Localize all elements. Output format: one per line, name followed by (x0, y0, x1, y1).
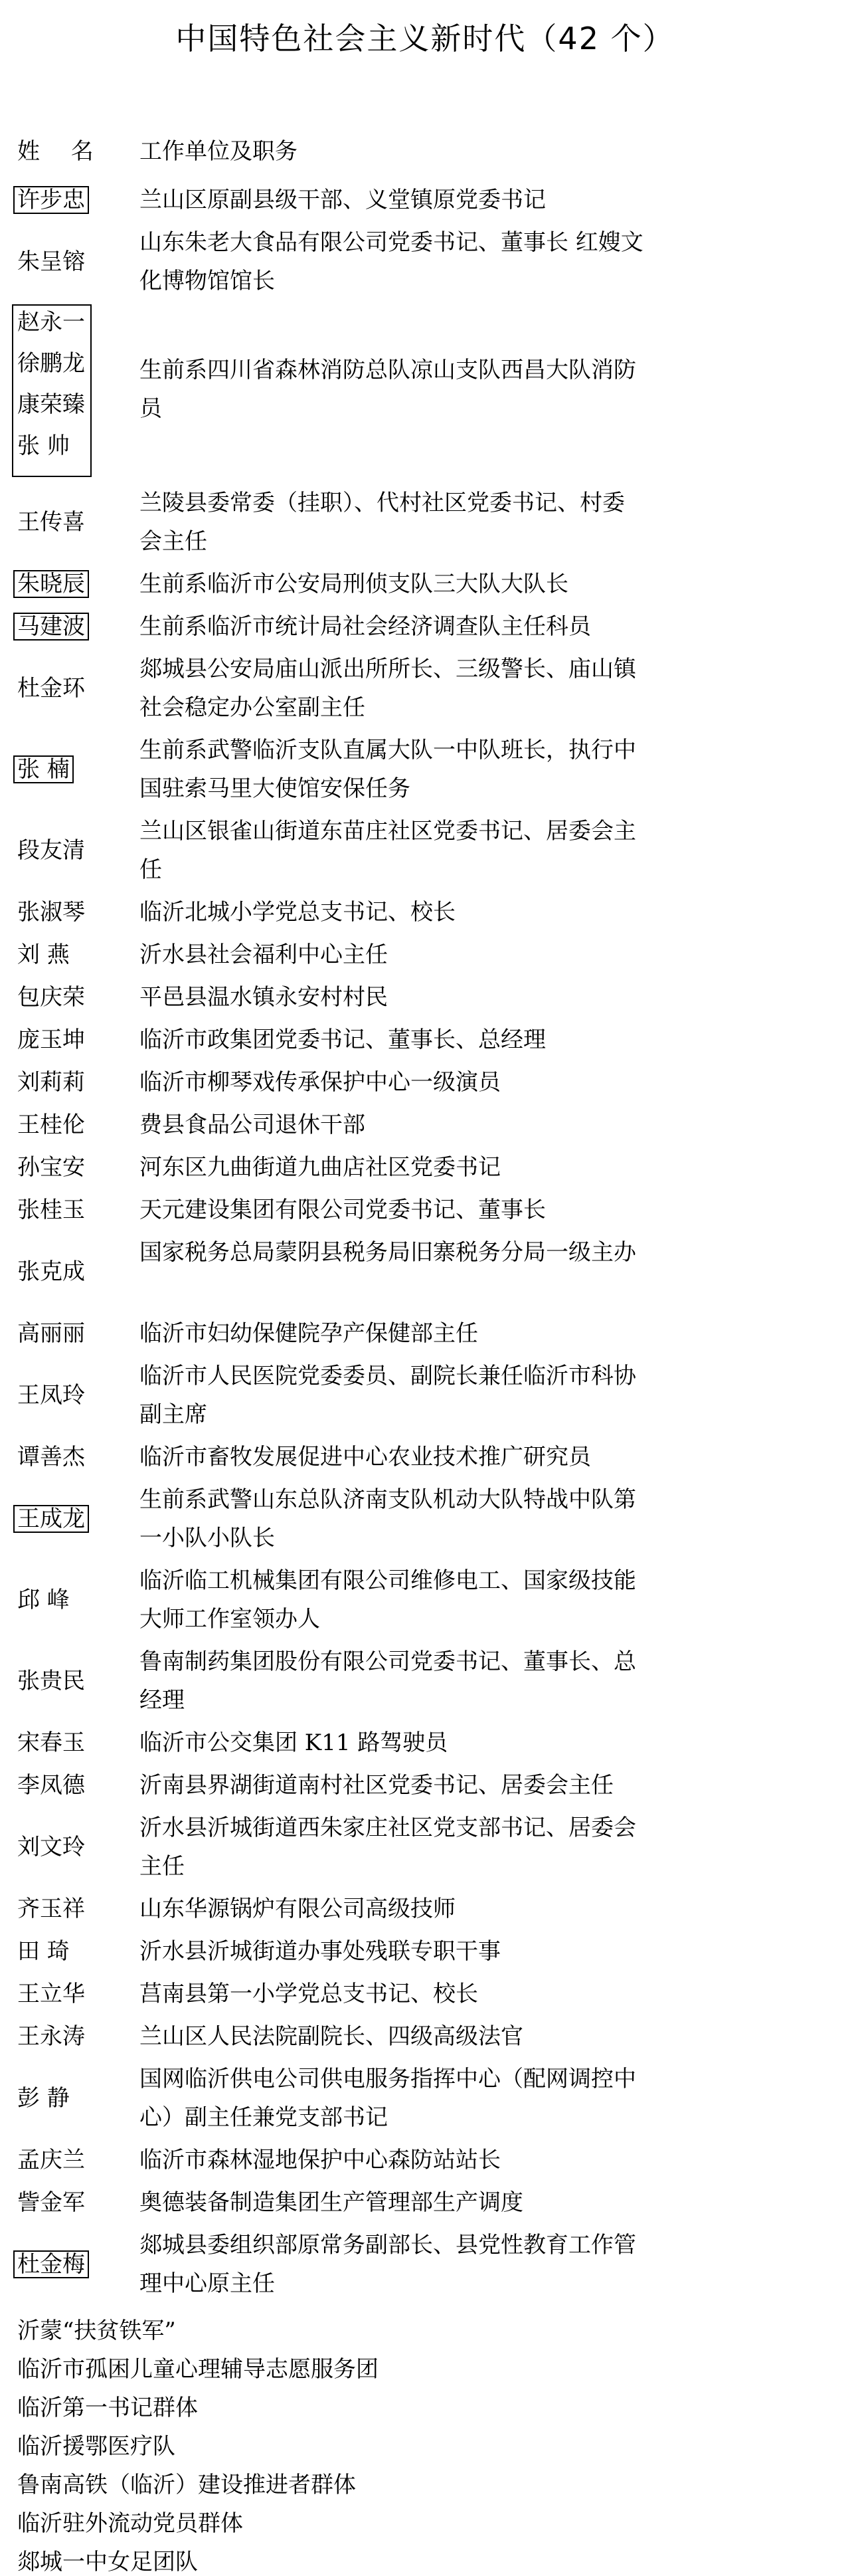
honoree-name: 孙宝安 (17, 1154, 85, 1181)
honoree-name: 高丽丽 (17, 1320, 85, 1347)
honoree-row (0, 1314, 850, 1353)
honoree-row (0, 484, 850, 561)
honoree-name: 段友清 (17, 837, 85, 864)
honoree-name: 彭 静 (17, 2085, 70, 2112)
name-column-header: 姓 名 (17, 138, 106, 165)
honoree-role: 山东朱老大食品有限公司党委书记、董事长 红嫂文化博物馆馆长 (139, 229, 643, 294)
honoree-role: 沂南县界湖街道南村社区党委书记、居委会主任 (139, 1772, 614, 1799)
role-column-header: 工作单位及职务 (139, 138, 298, 165)
honoree-name: 李凤德 (17, 1772, 85, 1799)
honoree-row (0, 978, 850, 1017)
honoree-name: 齐玉祥 (17, 1896, 85, 1922)
group-member-name: 赵永一 (17, 309, 85, 336)
honoree-role: 临沂市政集团党委书记、董事长、总经理 (139, 1027, 546, 1053)
honoree-row (0, 607, 850, 646)
honoree-name: 邱 峰 (17, 1587, 70, 1613)
honoree-group (12, 304, 92, 477)
honoree-row (0, 1191, 850, 1229)
honoree-role: 临沂市人民医院党委委员、副院长兼任临沂市科协副主席 (139, 1363, 636, 1428)
honoree-name: 包庆荣 (17, 984, 85, 1011)
honoree-row (0, 223, 850, 300)
honoree-role: 临沂市森林湿地保护中心森防站站长 (139, 2147, 501, 2173)
honoree-row (0, 1561, 850, 1638)
honoree-row (0, 1148, 850, 1187)
honoree-name: 刘 燕 (17, 941, 70, 968)
collective-honoree: 鲁南高铁（临沂）建设推进者群体 (17, 2472, 356, 2498)
honoree-role: 郯城县委组织部原常务副部长、县党性教育工作管理中心原主任 (139, 2232, 636, 2297)
honoree-role: 国网临沂供电公司供电服务指挥中心（配网调控中心）副主任兼党支部书记 (139, 2066, 636, 2131)
honoree-name: 王立华 (17, 1981, 85, 2007)
honoree-name: 王桂伦 (17, 1112, 85, 1138)
honoree-name: 朱晓辰 (17, 571, 85, 597)
honoree-name: 宋春玉 (17, 1730, 85, 1756)
honoree-role: 平邑县温水镇永安村村民 (139, 984, 388, 1011)
honoree-row (0, 181, 850, 219)
honoree-row (0, 731, 850, 808)
honoree-name: 张 楠 (17, 756, 70, 783)
honoree-row (0, 1724, 850, 1762)
honoree-name: 田 琦 (17, 1938, 70, 1965)
honoree-role: 临沂北城小学党总支书记、校长 (139, 899, 456, 926)
group-role: 生前系四川省森林消防总队凉山支队西昌大队消防员 (139, 357, 636, 422)
honoree-role: 生前系武警临沂支队直属大队一中队班长，执行中国驻索马里大使馆安保任务 (139, 737, 636, 802)
honoree-row (0, 1233, 850, 1310)
honoree-role: 临沂市柳琴戏传承保护中心一级演员 (139, 1069, 501, 1096)
honoree-role: 兰山区人民法院副院长、四级高级法官 (139, 2023, 523, 2050)
honoree-role: 临沂市公交集团 K11 路驾驶员 (139, 1730, 448, 1756)
honoree-name: 訾金军 (17, 2189, 85, 2216)
honoree-row (0, 1438, 850, 1476)
honoree-name: 张淑琴 (17, 899, 85, 926)
honoree-name: 王传喜 (17, 509, 85, 536)
honoree-role: 河东区九曲街道九曲店社区党委书记 (139, 1154, 501, 1181)
honoree-row (0, 1021, 850, 1059)
honoree-row (0, 1766, 850, 1805)
honoree-row (0, 2060, 850, 2137)
collective-honoree: 沂蒙“扶贫铁军” (17, 2318, 176, 2344)
collective-honoree: 临沂第一书记群体 (17, 2395, 198, 2421)
honoree-name: 杜金梅 (17, 2251, 85, 2278)
collective-honoree: 临沂驻外流动党员群体 (17, 2510, 243, 2537)
collective-honoree: 郯城一中女足团队 (17, 2549, 198, 2575)
honoree-name: 杜金环 (17, 675, 85, 702)
honoree-row (0, 1642, 850, 1720)
honoree-row (0, 1809, 850, 1886)
honoree-row (0, 1975, 850, 2013)
honoree-name: 孟庆兰 (17, 2147, 85, 2173)
honoree-role: 奥德装备制造集团生产管理部生产调度 (139, 2189, 523, 2216)
honoree-row (0, 812, 850, 889)
honoree-role: 天元建设集团有限公司党委书记、董事长 (139, 1197, 546, 1223)
honoree-name: 王永涛 (17, 2023, 85, 2050)
honoree-name: 许步忠 (17, 187, 85, 213)
honoree-name: 朱呈镕 (17, 248, 85, 275)
honoree-role: 山东华源锅炉有限公司高级技师 (139, 1896, 456, 1922)
honoree-role: 沂水县沂城街道办事处残联专职干事 (139, 1938, 501, 1965)
honoree-row (0, 1063, 850, 1102)
honoree-role: 费县食品公司退休干部 (139, 1112, 365, 1138)
honoree-row (0, 936, 850, 974)
honoree-name: 张克成 (17, 1258, 85, 1285)
group-member-name: 张 帅 (17, 433, 70, 459)
honoree-role: 沂水县沂城街道西朱家庄社区党支部书记、居委会主任 (139, 1815, 636, 1880)
honoree-row (0, 2017, 850, 2056)
honoree-role: 生前系临沂市统计局社会经济调查队主任科员 (139, 613, 591, 640)
honoree-row (0, 1480, 850, 1557)
honoree-row (0, 1890, 850, 1928)
group-member-name: 徐鹏龙 (17, 350, 85, 377)
honoree-name: 王成龙 (17, 1506, 85, 1532)
honoree-row (0, 1106, 850, 1144)
collective-honoree: 临沂市孤困儿童心理辅导志愿服务团 (17, 2356, 379, 2383)
honoree-row (0, 1357, 850, 1434)
honoree-row (0, 565, 850, 603)
collective-honoree: 临沂援鄂医疗队 (17, 2433, 175, 2460)
honoree-role: 兰山区银雀山街道东苗庄社区党委书记、居委会主任 (139, 818, 636, 883)
honoree-name: 张贵民 (17, 1668, 85, 1694)
honoree-role: 莒南县第一小学党总支书记、校长 (139, 1981, 478, 2007)
honoree-role: 生前系武警山东总队济南支队机动大队特战中队第一小队小队长 (139, 1486, 636, 1551)
honoree-row (0, 2141, 850, 2179)
group-member-name: 康荣臻 (17, 391, 85, 418)
honoree-name: 王凤玲 (17, 1382, 85, 1409)
honoree-role: 兰陵县委常委（挂职）、代村社区党委书记、村委会主任 (139, 490, 625, 555)
honoree-name: 张桂玉 (17, 1197, 85, 1223)
honoree-role: 郯城县公安局庙山派出所所长、三级警长、庙山镇社会稳定办公室副主任 (139, 656, 636, 721)
honoree-name: 刘文玲 (17, 1834, 85, 1860)
honoree-row (0, 1932, 850, 1971)
honoree-name: 刘莉莉 (17, 1069, 85, 1096)
honoree-role: 临沂市畜牧发展促进中心农业技术推广研究员 (139, 1444, 591, 1470)
honoree-role: 沂水县社会福利中心主任 (139, 941, 388, 968)
honoree-row (0, 893, 850, 932)
honoree-role: 鲁南制药集团股份有限公司党委书记、董事长、总经理 (139, 1648, 636, 1714)
honoree-row (0, 2183, 850, 2222)
honoree-name: 庞玉坤 (17, 1027, 85, 1053)
honoree-name: 马建波 (17, 613, 85, 640)
page-title: 中国特色社会主义新时代（42 个） (175, 21, 675, 56)
honoree-role: 兰山区原副县级干部、义堂镇原党委书记 (139, 187, 546, 213)
honoree-name: 谭善杰 (17, 1444, 85, 1470)
honoree-role: 临沂临工机械集团有限公司维修电工、国家级技能大师工作室领办人 (139, 1567, 636, 1633)
honoree-row (0, 2226, 850, 2303)
honoree-role: 生前系临沂市公安局刑侦支队三大队大队长 (139, 571, 568, 597)
honoree-role: 临沂市妇幼保健院孕产保健部主任 (139, 1320, 478, 1347)
honoree-row (0, 650, 850, 727)
honoree-role: 国家税务总局蒙阴县税务局旧寨税务分局一级主办 (139, 1239, 636, 1266)
